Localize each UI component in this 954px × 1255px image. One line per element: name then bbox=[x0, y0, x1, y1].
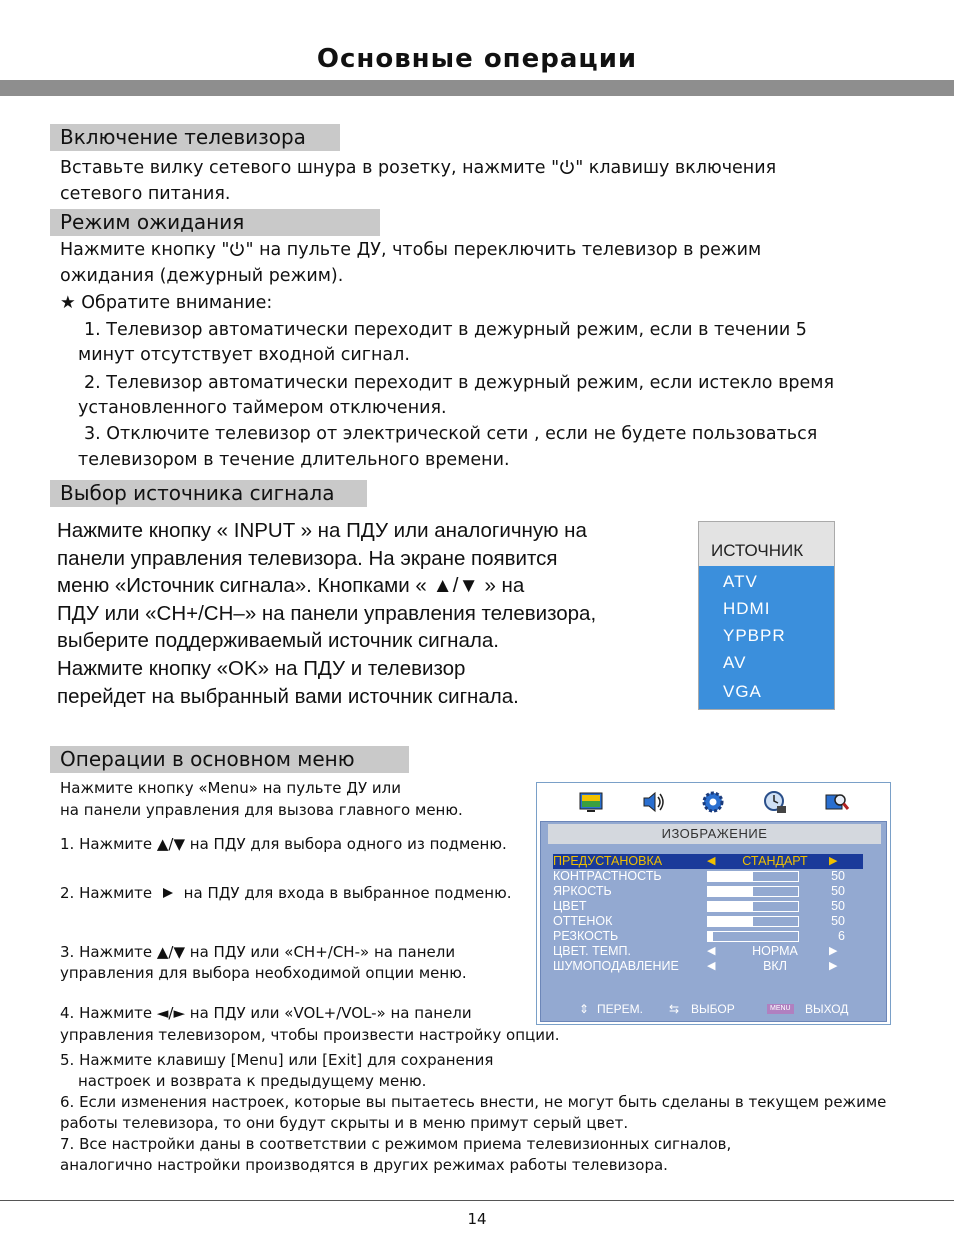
menu-step-6: работы телевизора, то они будут скрыты и в меню примут серый цвет. bbox=[60, 1114, 629, 1132]
note-line: 2. Телевизор автоматически переходит в дежурный режим, если истекло время bbox=[84, 373, 834, 393]
level-bar[interactable] bbox=[707, 901, 799, 912]
menu-panel bbox=[540, 821, 887, 1022]
power-on-line-1: Вставьте вилку сетевого шнура в розетку, нажмите " " клавишу включения bbox=[60, 158, 777, 178]
footer-divider bbox=[0, 1200, 954, 1201]
note-title: ★ Обратите внимание: bbox=[60, 293, 273, 313]
move-updown-icon: ⇕ bbox=[579, 1002, 590, 1016]
menu-step-3: управления для выбора необходимой опции меню. bbox=[60, 964, 467, 982]
menu-step-3: 3. Нажмите ▲/▼ на ПДУ или «CH+/CH-» на панели bbox=[60, 943, 456, 961]
menu-footer: ⇕ ПЕРЕМ. ⇆ ВЫБОР MENU ВЫХОД bbox=[579, 1002, 849, 1016]
menu-row-color-temp[interactable]: ЦВЕТ. ТЕМП. ◀ НОРМА ▶ bbox=[553, 944, 838, 958]
timer-clock-icon[interactable] bbox=[762, 789, 788, 815]
page-title: Основные операции bbox=[316, 44, 638, 74]
source-menu-box bbox=[698, 521, 835, 710]
tv-main-menu bbox=[536, 782, 891, 1025]
menu-row-noise-reduction[interactable]: ШУМОПОДАВЛЕНИЕ ◀ ВКЛ ▶ bbox=[553, 959, 838, 973]
sound-icon[interactable] bbox=[640, 789, 666, 815]
menu-step-4: 4. Нажмите ◄/► на ПДУ или «VOL+/VOL-» на панели bbox=[60, 1004, 472, 1022]
note-line: 3. Отключите телевизор от электрической сети , если не будете пользоваться bbox=[84, 424, 818, 444]
standby-line-1: Нажмите кнопку " " на пульте ДУ, чтобы переключить телевизор в режим bbox=[60, 240, 762, 260]
level-bar[interactable] bbox=[707, 886, 799, 897]
menu-title: ИЗОБРАЖЕНИЕ bbox=[548, 824, 881, 844]
standby-line-2: ожидания (дежурный режим). bbox=[60, 266, 344, 286]
picture-icon[interactable] bbox=[578, 789, 604, 815]
source-text-line: Нажмите кнопку « INPUT » на ПДУ или аналогичную на bbox=[57, 519, 587, 542]
level-bar[interactable] bbox=[707, 931, 799, 942]
note-line: установленного таймером отключения. bbox=[78, 398, 447, 418]
right-arrow-icon[interactable]: ▶ bbox=[829, 855, 838, 867]
settings-gear-icon[interactable] bbox=[700, 789, 726, 815]
source-text-line: перейдет на выбранный вами источник сигнала. bbox=[57, 685, 519, 708]
menu-intro-line: на панели управления для вызова главного меню. bbox=[60, 801, 463, 819]
menu-step-2: 2. Нажмите на ПДУ для входа в выбранное подменю. bbox=[60, 884, 512, 902]
menu-step-5: 5. Нажмите клавишу [Menu] или [Exit] для сохранения bbox=[60, 1051, 494, 1069]
section-heading-source: Выбор источника сигнала bbox=[50, 480, 367, 507]
source-option-av[interactable]: AV bbox=[723, 653, 747, 672]
menu-step-1: 1. Нажмите ▲/▼ на ПДУ для выбора одного из подменю. bbox=[60, 835, 507, 853]
source-menu-title: ИСТОЧНИК bbox=[699, 522, 834, 566]
menu-step-4: управления телевизором, чтобы произвести настройку опции. bbox=[60, 1026, 560, 1044]
menu-step-5: настроек и возврата к предыдущему меню. bbox=[78, 1072, 427, 1090]
menu-key-tag: MENU bbox=[767, 1004, 794, 1014]
menu-row-sharpness[interactable]: РЕЗКОСТЬ 6 bbox=[553, 929, 845, 943]
source-option-vga[interactable]: VGA bbox=[723, 682, 762, 701]
right-arrow-icon[interactable]: ▶ bbox=[829, 960, 838, 972]
power-icon bbox=[559, 159, 575, 175]
level-bar[interactable] bbox=[707, 871, 799, 882]
left-arrow-icon[interactable]: ◀ bbox=[707, 945, 716, 957]
search-channel-icon[interactable] bbox=[824, 789, 850, 815]
power-icon bbox=[229, 241, 245, 257]
menu-step-6: 6. Если изменения настроек, которые вы пытаетесь внести, не могут быть сделаны в текущем режиме bbox=[60, 1093, 887, 1111]
source-text-line: выберите поддерживаемый источник сигнала. bbox=[57, 629, 499, 652]
left-arrow-icon[interactable]: ◀ bbox=[707, 960, 716, 972]
power-on-line-2: сетевого питания. bbox=[60, 184, 231, 204]
section-heading-main-menu: Операции в основном меню bbox=[50, 746, 409, 773]
menu-row-contrast[interactable]: КОНТРАСТНОСТЬ 50 bbox=[553, 869, 845, 883]
menu-row-tint[interactable]: ОТТЕНОК 50 bbox=[553, 914, 845, 928]
level-bar[interactable] bbox=[707, 916, 799, 927]
menu-row-color[interactable]: ЦВЕТ 50 bbox=[553, 899, 845, 913]
source-text-line: Нажмите кнопку «OK» на ПДУ и телевизор bbox=[57, 657, 466, 680]
select-leftright-icon: ⇆ bbox=[669, 1002, 680, 1016]
left-arrow-icon[interactable]: ◀ bbox=[707, 855, 716, 867]
source-text-line: ПДУ или «CH+/CH–» на панели управления телевизора, bbox=[57, 602, 597, 625]
title-divider-bar bbox=[0, 80, 954, 96]
menu-icon-bar bbox=[537, 783, 890, 821]
menu-step-7: аналогично настройки производятся в других режимах работы телевизора. bbox=[60, 1156, 668, 1174]
section-heading-standby: Режим ожидания bbox=[50, 209, 380, 236]
source-option-atv[interactable]: ATV bbox=[723, 572, 758, 591]
menu-row-brightness[interactable]: ЯРКОСТЬ 50 bbox=[553, 884, 845, 898]
note-line: 1. Телевизор автоматически переходит в дежурный режим, если в течении 5 bbox=[84, 320, 807, 340]
menu-step-7: 7. Все настройки даны в соответствии с режимом приема телевизионных сигналов, bbox=[60, 1135, 732, 1153]
source-text-line: меню «Источник сигнала». Кнопками « ▲/▼ » на bbox=[57, 574, 525, 597]
source-option-hdmi[interactable]: HDMI bbox=[723, 599, 771, 618]
note-line: телевизором в течение длительного времени. bbox=[78, 450, 510, 470]
page-number: 14 bbox=[467, 1210, 487, 1228]
right-arrow-icon bbox=[161, 887, 175, 899]
source-text-line: панели управления телевизора. На экране появится bbox=[57, 547, 558, 570]
section-heading-power-on: Включение телевизора bbox=[50, 124, 340, 151]
source-option-ypbpr[interactable]: YPBPR bbox=[723, 626, 786, 645]
right-arrow-icon[interactable]: ▶ bbox=[829, 945, 838, 957]
menu-row-preset[interactable]: ПРЕДУСТАНОВКА ◀ СТАНДАРТ ▶ bbox=[553, 854, 863, 869]
menu-intro-line: Нажмите кнопку «Menu» на пульте ДУ или bbox=[60, 779, 401, 797]
note-line: минут отсутствует входной сигнал. bbox=[78, 345, 410, 365]
